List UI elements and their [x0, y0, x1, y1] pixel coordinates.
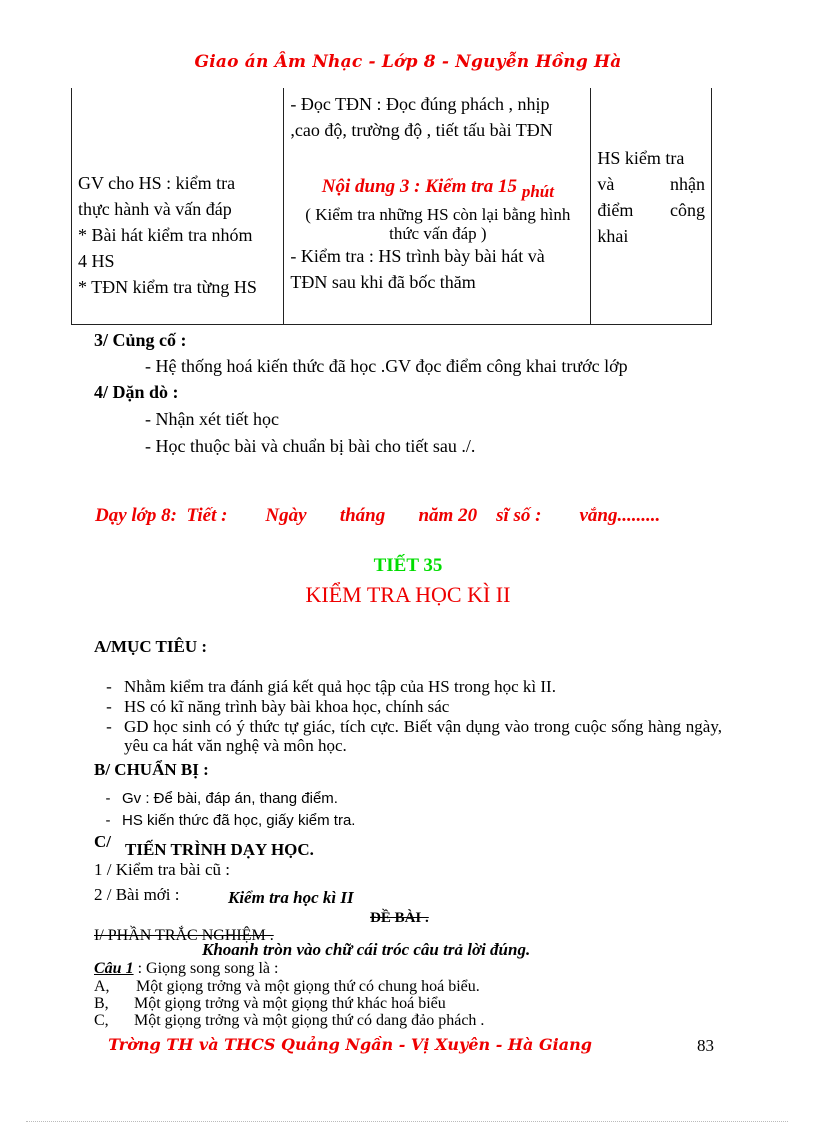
list-item-text: GD học sinh có ý thức tự giác, tích cực. Biết vận dụng vào trong cuộc sống hàng ngày, yêu ca hát văn nghệ và môn học. — [124, 717, 722, 755]
section-3-heading: 3/ Củng cố : — [94, 330, 187, 350]
exam-title: ĐỀ BÀI . — [370, 910, 429, 926]
cell-line: điểm công — [597, 200, 705, 220]
question-label: Câu 1 — [94, 960, 134, 977]
page-header-title: Giao án Âm Nhạc - Lớp 8 - Nguyễn Hồng Hà — [194, 52, 622, 72]
section-a-heading: A/MỤC TIÊU : — [94, 637, 208, 656]
cell-line: TĐN sau khi đã bốc thăm — [290, 272, 476, 292]
cell-line: ,cao độ, trường độ , tiết tấu bài TĐN — [290, 120, 553, 140]
cell-line: thực hành và vấn đáp — [78, 199, 232, 219]
answer-option[interactable] — [94, 978, 484, 995]
list-item-text: Nhằm kiểm tra đánh giá kết quả học tập của HS trong học kì II. — [124, 677, 556, 696]
content-heading — [290, 174, 585, 205]
cell-line: GV cho HS : kiểm tra — [78, 173, 236, 193]
section-a-list — [94, 677, 722, 755]
option-text: Một giọng trởng và một giọng thứ khác hoá biểu — [134, 995, 446, 1012]
section-4-heading: 4/ Dặn dò : — [94, 382, 179, 402]
list-item-text: HS kiến thức đã học, giấy kiểm tra. — [122, 812, 356, 829]
content-heading-text: Nội dung 3 : Kiểm tra 15 — [321, 176, 518, 197]
option-letter: C, — [94, 1012, 109, 1029]
class-info-line: Dạy lớp 8: Tiết : Ngày tháng năm 20 sĩ số : vắng......... — [95, 505, 661, 526]
page-number: 83 — [697, 1036, 714, 1055]
answer-option[interactable] — [94, 995, 484, 1012]
content-heading-sub: phút — [521, 182, 554, 201]
section-c-heading: TIẾN TRÌNH DẠY HỌC. — [125, 840, 314, 859]
list-item: - HS kiến thức đã học, giấy kiểm tra. — [94, 810, 355, 832]
teacher-activity-cell — [72, 88, 284, 324]
exam-instruction: Khoanh tròn vào chữ cái tróc câu trả lời đúng. — [202, 940, 531, 959]
content-cell — [284, 88, 591, 324]
section-b-list — [94, 788, 355, 832]
question-1 — [94, 960, 278, 978]
question-text: : Giọng song song là : — [133, 960, 279, 977]
answer-options — [94, 978, 484, 1029]
cell-line: và nhận — [597, 174, 705, 194]
exam-part-1: I/ PHẦN TRẮC NGHIỆM . — [94, 927, 274, 944]
list-item-text: Gv : Để bài, đáp án, thang điểm. — [122, 790, 338, 807]
lesson-table — [71, 88, 712, 325]
cell-line: HS kiểm tra — [597, 148, 685, 168]
list-item-text: HS có kĩ năng trình bày bài khoa học, chính sác — [124, 697, 450, 716]
option-letter: A, — [94, 978, 110, 995]
cell-line: * Bài hát kiểm tra nhóm — [78, 225, 253, 245]
list-item: - Nhằm kiểm tra đánh giá kết quả học tập của HS trong học kì II. — [106, 677, 556, 696]
content-note: ( Kiểm tra những HS còn lại bằng hình thức vấn đáp ) — [305, 205, 571, 243]
lesson-title: KIỂM TRA HỌC KÌ II — [305, 582, 511, 607]
section-4-item: - Học thuộc bài và chuẩn bị bài cho tiết sau ./. — [145, 436, 476, 456]
section-b-heading: B/ CHUẨN BỊ : — [94, 760, 209, 779]
cell-line: - Kiểm tra : HS trình bày bài hát và — [290, 246, 545, 266]
section-c-step-2-label: 2 / Bài mới : — [94, 885, 180, 904]
option-letter: B, — [94, 995, 109, 1012]
section-c-step-1: 1 / Kiểm tra bài cũ : — [94, 860, 230, 879]
lesson-period: TIẾT 35 — [373, 555, 443, 576]
section-c-prefix: C/ — [94, 832, 111, 851]
list-item: - Gv : Để bài, đáp án, thang điểm. — [94, 788, 355, 810]
page-bottom-rule — [26, 1121, 788, 1122]
footer-school: Trờng TH và THCS Quảng Ngần - Vị Xuyên - Hà Giang — [108, 1035, 592, 1054]
option-text: Một giọng trởng và một giọng thứ có chung hoá biểu. — [136, 978, 480, 995]
section-3-item: - Hệ thống hoá kiến thức đã học .GV đọc điểm công khai trước lớp — [145, 356, 628, 376]
cell-line: - Đọc TĐN : Đọc đúng phách , nhịp — [290, 94, 550, 114]
section-c-step-2-value: Kiểm tra học kì II — [228, 888, 354, 907]
section-4-item: - Nhận xét tiết học — [145, 409, 279, 429]
list-item: - HS có kĩ năng trình bày bài khoa học, chính sác — [106, 697, 450, 716]
cell-line: 4 HS — [78, 251, 115, 271]
cell-line: * TĐN kiểm tra từng HS — [78, 277, 257, 297]
student-activity-cell — [591, 88, 711, 324]
option-text: Một giọng trởng và một giọng thứ có dang đảo phách . — [134, 1012, 485, 1029]
answer-option[interactable] — [94, 1012, 484, 1029]
list-item: - GD học sinh có ý thức tự giác, tích cực. Biết vận dụng vào trong cuộc sống hàng ngày, yêu ca hát văn nghệ và môn học. — [106, 717, 722, 755]
cell-line: khai — [597, 226, 629, 246]
